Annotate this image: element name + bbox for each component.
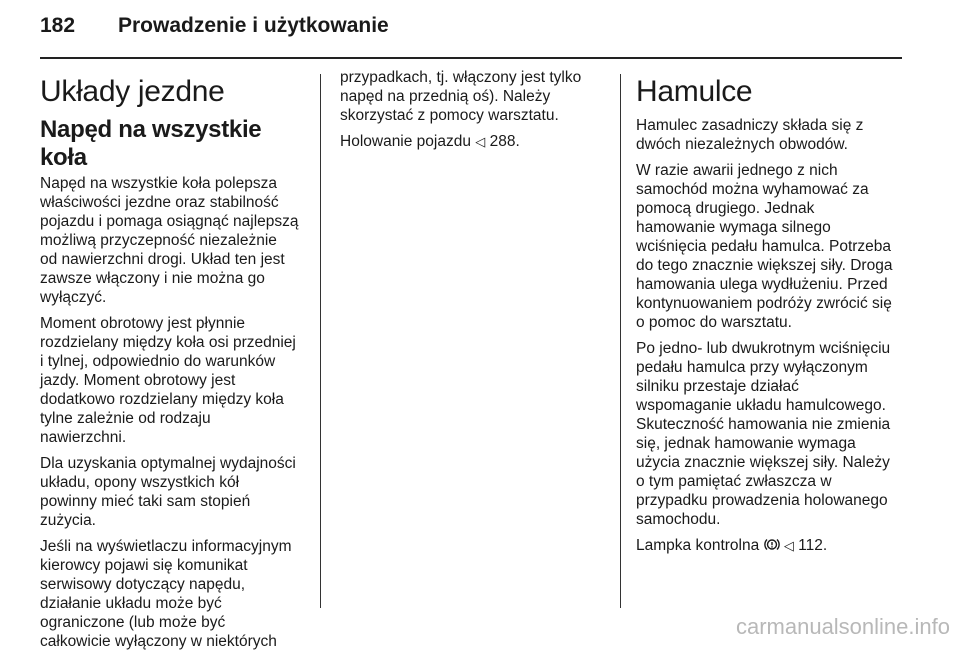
header-rule	[40, 57, 902, 59]
watermark: carmanualsonline.info	[735, 614, 950, 639]
warning-lamp-reference	[636, 536, 904, 555]
text-line: działanie układu może być	[40, 595, 222, 612]
text-line: o tym pamiętać zwłaszcza w	[636, 473, 832, 490]
text-line: Moment obrotowy jest płynnie	[40, 315, 246, 332]
towing-reference-page: 288.	[489, 133, 520, 150]
text-line: Po jedno- lub dwukrotnym wciśnięciu	[636, 340, 891, 357]
text-line: powinny mieć taki sam stopień	[40, 493, 251, 510]
text-line: napęd na przednią oś). Należy	[340, 88, 551, 105]
text-line: i tylnej, odpowiednio do warunków	[40, 353, 276, 370]
text-line: użycia znacznie większej siły. Należy	[636, 454, 890, 471]
text-line: przypadkach, tj. włączony jest tylko	[340, 69, 582, 86]
text-line: tylne zależnie od rodzaju	[40, 410, 211, 427]
paragraph	[40, 314, 308, 447]
text-line: wyłączyć.	[40, 289, 107, 306]
paragraph	[40, 454, 308, 530]
text-line: dwóch niezależnych obwodów.	[636, 136, 848, 153]
towing-reference	[340, 132, 602, 151]
text-line: hamowania ulega wydłużeniu. Przed	[636, 276, 888, 293]
text-line: zużycia.	[40, 512, 96, 529]
page-number: 182	[40, 14, 76, 37]
paragraph	[636, 161, 904, 332]
column-3	[636, 68, 904, 562]
text-line: właściwości jezdne oraz stabilność	[40, 194, 279, 211]
text-line: silniku przestaje działać	[636, 378, 799, 395]
text-line: samochodu.	[636, 511, 721, 528]
text-line: samochód można wyhamować za	[636, 181, 869, 198]
text-line: wspomaganie układu hamulcowego.	[636, 397, 886, 414]
chapter-title: Prowadzenie i użytkowanie	[118, 14, 389, 37]
text-line: rozdzielany między koła osi przedniej	[40, 334, 296, 351]
text-line: serwisowy dotyczący napędu,	[40, 576, 246, 593]
text-line: W razie awarii jednego z nich	[636, 162, 838, 179]
col3-body	[636, 116, 904, 529]
text-line: układu, opony wszystkich kół	[40, 474, 240, 491]
col1-body	[40, 174, 308, 651]
text-line: dodatkowo rozdzielany między koła	[40, 391, 284, 408]
warning-lamp-page: 112.	[798, 537, 828, 554]
section-heading-brakes: Hamulce	[636, 75, 753, 108]
page-ref-arrow-icon: ◁	[475, 134, 486, 149]
text-line: Napęd na wszystkie koła polepsza	[40, 175, 277, 192]
subsection-heading-awd: Napęd na wszystkie koła	[40, 116, 262, 171]
column-2	[340, 68, 602, 158]
paragraph	[340, 68, 602, 125]
column-divider-1	[320, 74, 321, 608]
text-line: możliwą przyczepność niezależnie	[40, 232, 277, 249]
paragraph	[636, 116, 904, 154]
paragraph	[636, 339, 904, 529]
paragraph	[40, 174, 308, 307]
text-line: Jeśli na wyświetlaczu informacyjnym	[40, 538, 292, 555]
text-line: pedału hamulca przy wyłączonym	[636, 359, 868, 376]
text-line: skorzystać z pomocy warsztatu.	[340, 107, 559, 124]
text-line: o pomoc do warsztatu.	[636, 314, 792, 331]
text-line: do tego znacznie większej siły. Droga	[636, 257, 893, 274]
text-line: kierowcy pojawi się komunikat	[40, 557, 248, 574]
text-line: zawsze włączony i nie można go	[40, 270, 265, 287]
text-line: kontynuowaniem podróży zwrócić się	[636, 295, 892, 312]
text-line: Dla uzyskania optymalnej wydajności	[40, 455, 296, 472]
column-1	[40, 68, 308, 658]
paragraph	[40, 537, 308, 651]
page-ref-arrow-icon: ◁	[783, 538, 794, 553]
text-line: pojazdu i pomaga osiągnąć najlepszą	[40, 213, 299, 230]
section-heading-driving-systems: Układy jezdne	[40, 75, 225, 108]
page-header	[40, 14, 389, 42]
text-line: ograniczone (lub może być	[40, 614, 226, 631]
text-line: Hamulec zasadniczy składa się z	[636, 117, 864, 134]
warning-lamp-text: Lampka kontrolna	[636, 537, 760, 554]
brake-warning-icon	[764, 537, 780, 552]
text-line: Skuteczność hamowania nie zmienia	[636, 416, 891, 433]
text-line: pomocą drugiego. Jednak	[636, 200, 815, 217]
text-line: nawierzchni.	[40, 429, 127, 446]
text-line: całkowicie wyłączony w niektórych	[40, 633, 277, 650]
col2-body	[340, 68, 602, 125]
text-line: przypadku prowadzenia holowanego	[636, 492, 888, 509]
text-line: się, jednak hamowanie wymaga	[636, 435, 856, 452]
text-line: hamowanie wymaga silnego	[636, 219, 831, 236]
text-line: wciśnięcia pedału hamulca. Potrzeba	[636, 238, 892, 255]
text-line: jazdy. Moment obrotowy jest	[40, 372, 236, 389]
column-divider-2	[620, 74, 621, 608]
text-line: od nawierzchni drogi. Układ ten jest	[40, 251, 285, 268]
towing-reference-text: Holowanie pojazdu	[340, 133, 471, 150]
